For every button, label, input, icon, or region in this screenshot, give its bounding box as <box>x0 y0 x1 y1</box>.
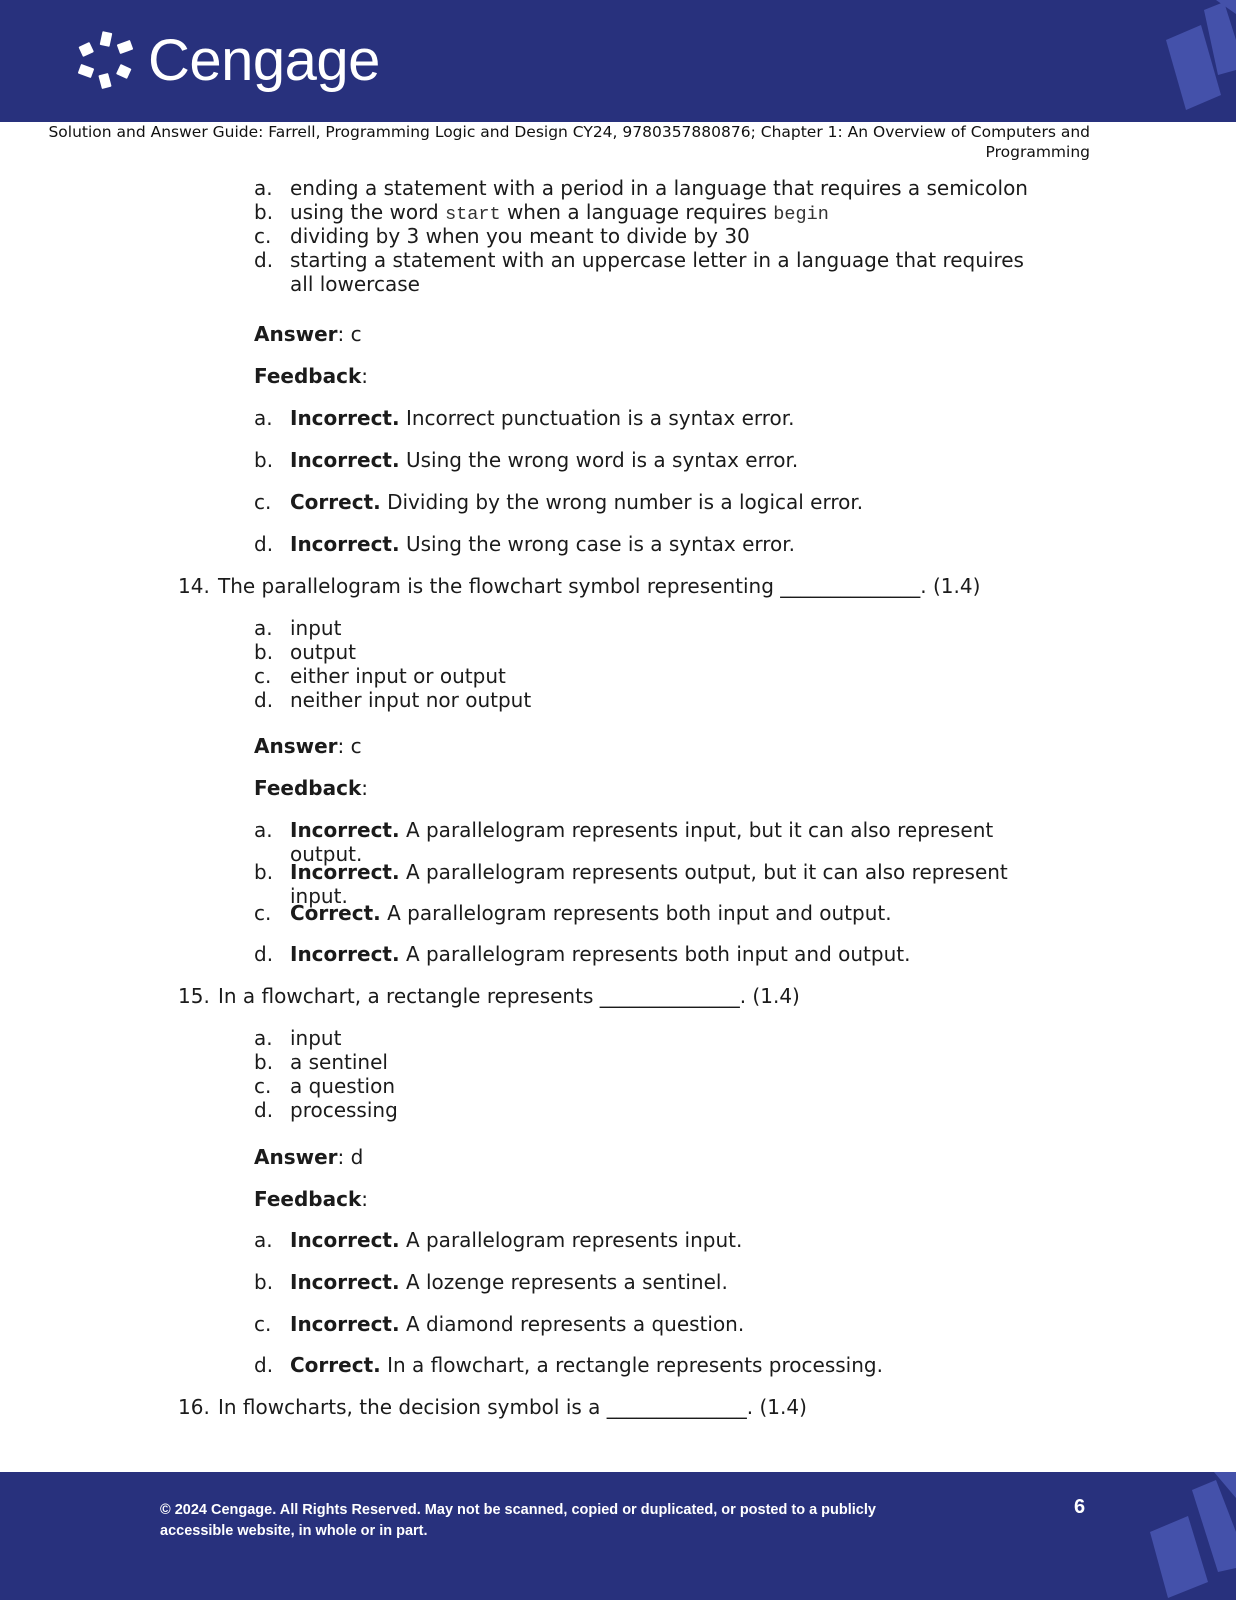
answer-15: Answer: d <box>254 1145 364 1169</box>
cengage-logo <box>74 30 380 92</box>
code-start: start <box>445 204 501 225</box>
brand-name: Cengage <box>148 28 380 93</box>
footer-corner-decoration-icon <box>1136 1472 1236 1600</box>
feedback-13-label: Feedback: <box>254 364 369 388</box>
feedback-15-label: Feedback: <box>254 1187 369 1211</box>
corner-decoration-icon <box>1146 0 1236 122</box>
answer-13: Answer: c <box>254 322 362 346</box>
copyright-notice: © 2024 Cengage. All Rights Reserved. May not be scanned, copied or duplicated, or posted to a publicly accessible website, in whole or in part. <box>160 1502 876 1539</box>
header-banner <box>0 0 1236 122</box>
footer-banner <box>0 1472 1236 1600</box>
cengage-logo-mark-icon <box>74 30 136 92</box>
answer-14: Answer: c <box>254 734 362 758</box>
code-begin: begin <box>773 204 829 225</box>
feedback-14-label: Feedback: <box>254 776 369 800</box>
page-number: 6 <box>1074 1496 1086 1518</box>
running-head: Solution and Answer Guide: Farrell, Programming Logic and Design CY24, 9780357880876; Chapter 1: An Overview of Computers and Programming <box>48 123 1090 161</box>
